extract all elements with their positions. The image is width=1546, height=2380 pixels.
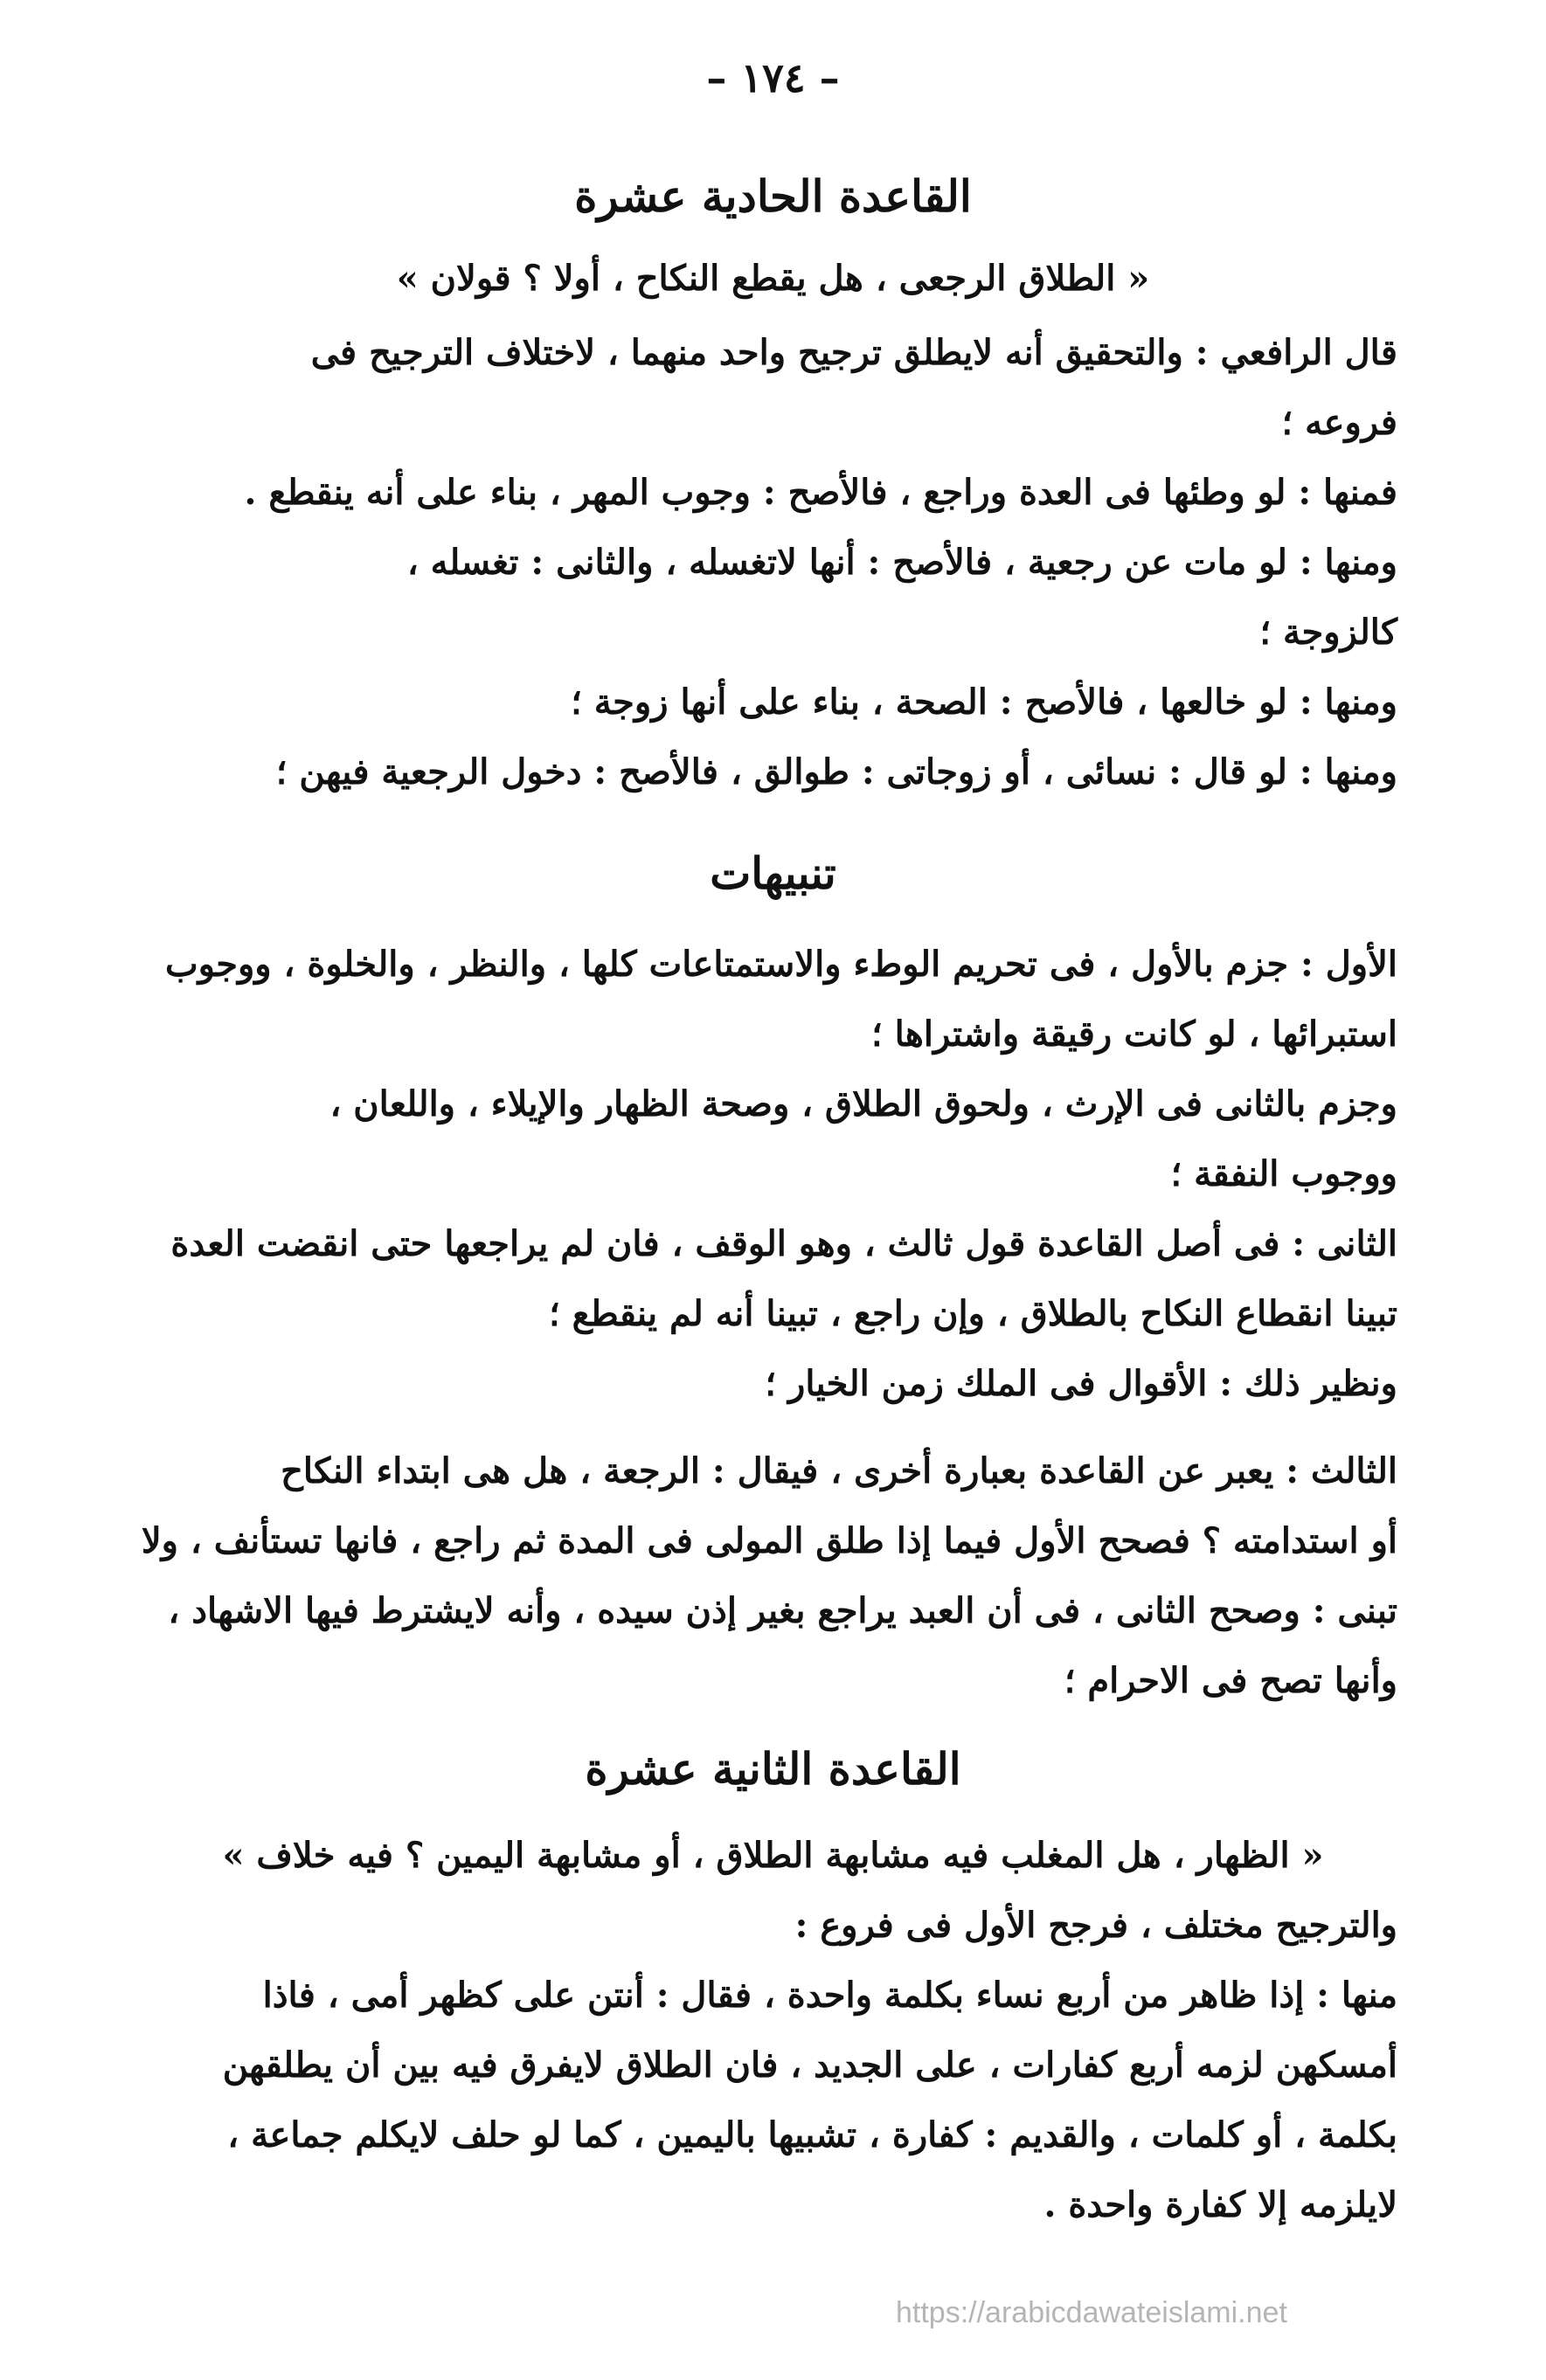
text-line: والترجيح مختلف ، فرجح الأول فى فروع :	[794, 1905, 1397, 1946]
text-line: بكلمة ، أو كلمات ، والقديم : كفارة ، تشبيها باليمين ، كما لو حلف لايكلم جماعة ،	[227, 2114, 1397, 2155]
text-line: ومنها : لو خالعها ، فالأصح : الصحة ، بناء على أنها زوجة ؛	[571, 681, 1397, 723]
page-number: – ١٧٤ –	[706, 54, 840, 101]
text-line: كالزوجة ؛	[1259, 612, 1397, 653]
text-line: فروعه ؛	[1281, 402, 1397, 443]
text-line: تبينا انقطاع النكاح بالطلاق ، وإن راجع ، تبينا أنه لم ينقطع ؛	[548, 1293, 1397, 1334]
text-line: ومنها : لو قال : نسائى ، أو زوجاتى : طوالق ، فالأصح : دخول الرجعية فيهن ؛	[275, 751, 1397, 792]
text-line: أو استدامته ؟ فصحح الأول فيما إذا طلق المولى فى المدة ثم راجع ، فانها تستأنف ، ولا	[141, 1520, 1397, 1561]
text-line: فمنها : لو وطئها فى العدة وراجع ، فالأصح : وجوب المهر ، بناء على أنه ينقطع .	[244, 472, 1397, 513]
watermark-url: https://arabicdawateislami.net	[896, 2296, 1287, 2329]
section-subtitle: « الظهار ، هل المغلب فيه مشابهة الطلاق ، أو مشابهة اليمين ؟ فيه خلاف »	[222, 1835, 1324, 1876]
text-line: أمسكهن لزمه أربع كفارات ، على الجديد ، فان الطلاق لايفرق فيه بين أن يطلقهن	[222, 2044, 1397, 2086]
section-heading: تنبيهات	[710, 848, 836, 899]
text-line: استبرائها ، لو كانت رقيقة واشتراها ؛	[870, 1014, 1397, 1055]
text-line: تبنى : وصحح الثانى ، فى أن العبد يراجع بغير إذن سيده ، وأنه لايشترط فيها الاشهاد ،	[168, 1590, 1397, 1631]
text-line: لايلزمه إلا كفارة واحدة .	[1043, 2184, 1397, 2225]
text-line: ومنها : لو مات عن رجعية ، فالأصح : أنها لاتغسله ، والثانى : تغسله ،	[406, 542, 1397, 583]
section-heading: القاعدة الحادية عشرة	[574, 170, 972, 222]
text-line: ونظير ذلك : الأقوال فى الملك زمن الخيار ؛	[765, 1363, 1397, 1404]
text-line: الثالث : يعبر عن القاعدة بعبارة أخرى ، فيقال : الرجعة ، هل هى ابتداء النكاح	[281, 1450, 1397, 1491]
text-line: الأول : جزم بالأول ، فى تحريم الوطء والاستمتاعات كلها ، والنظر ، والخلوة ، ووجوب	[164, 944, 1397, 985]
text-line: منها : إذا ظاهر من أربع نساء بكلمة واحدة ، فقال : أنتن على كظهر أمى ، فاذا	[262, 1975, 1397, 2016]
text-line: الثانى : فى أصل القاعدة قول ثالث ، وهو الوقف ، فان لم يراجعها حتى انقضت العدة	[170, 1223, 1397, 1264]
text-line: وجزم بالثانى فى الإرث ، ولحوق الطلاق ، وصحة الظهار والإيلاء ، واللعان ،	[329, 1083, 1397, 1124]
text-line: ووجوب النفقة ؛	[1170, 1153, 1397, 1194]
text-line: وأنها تصح فى الاحرام ؛	[1064, 1660, 1397, 1701]
text-line: قال الرافعي : والتحقيق أنه لايطلق ترجيح واحد منهما ، لاختلاف الترجيح فى	[310, 332, 1397, 373]
section-subtitle: « الطلاق الرجعى ، هل يقطع النكاح ، أولا ؟ قولان »	[396, 258, 1150, 299]
section-heading: القاعدة الثانية عشرة	[585, 1743, 961, 1795]
